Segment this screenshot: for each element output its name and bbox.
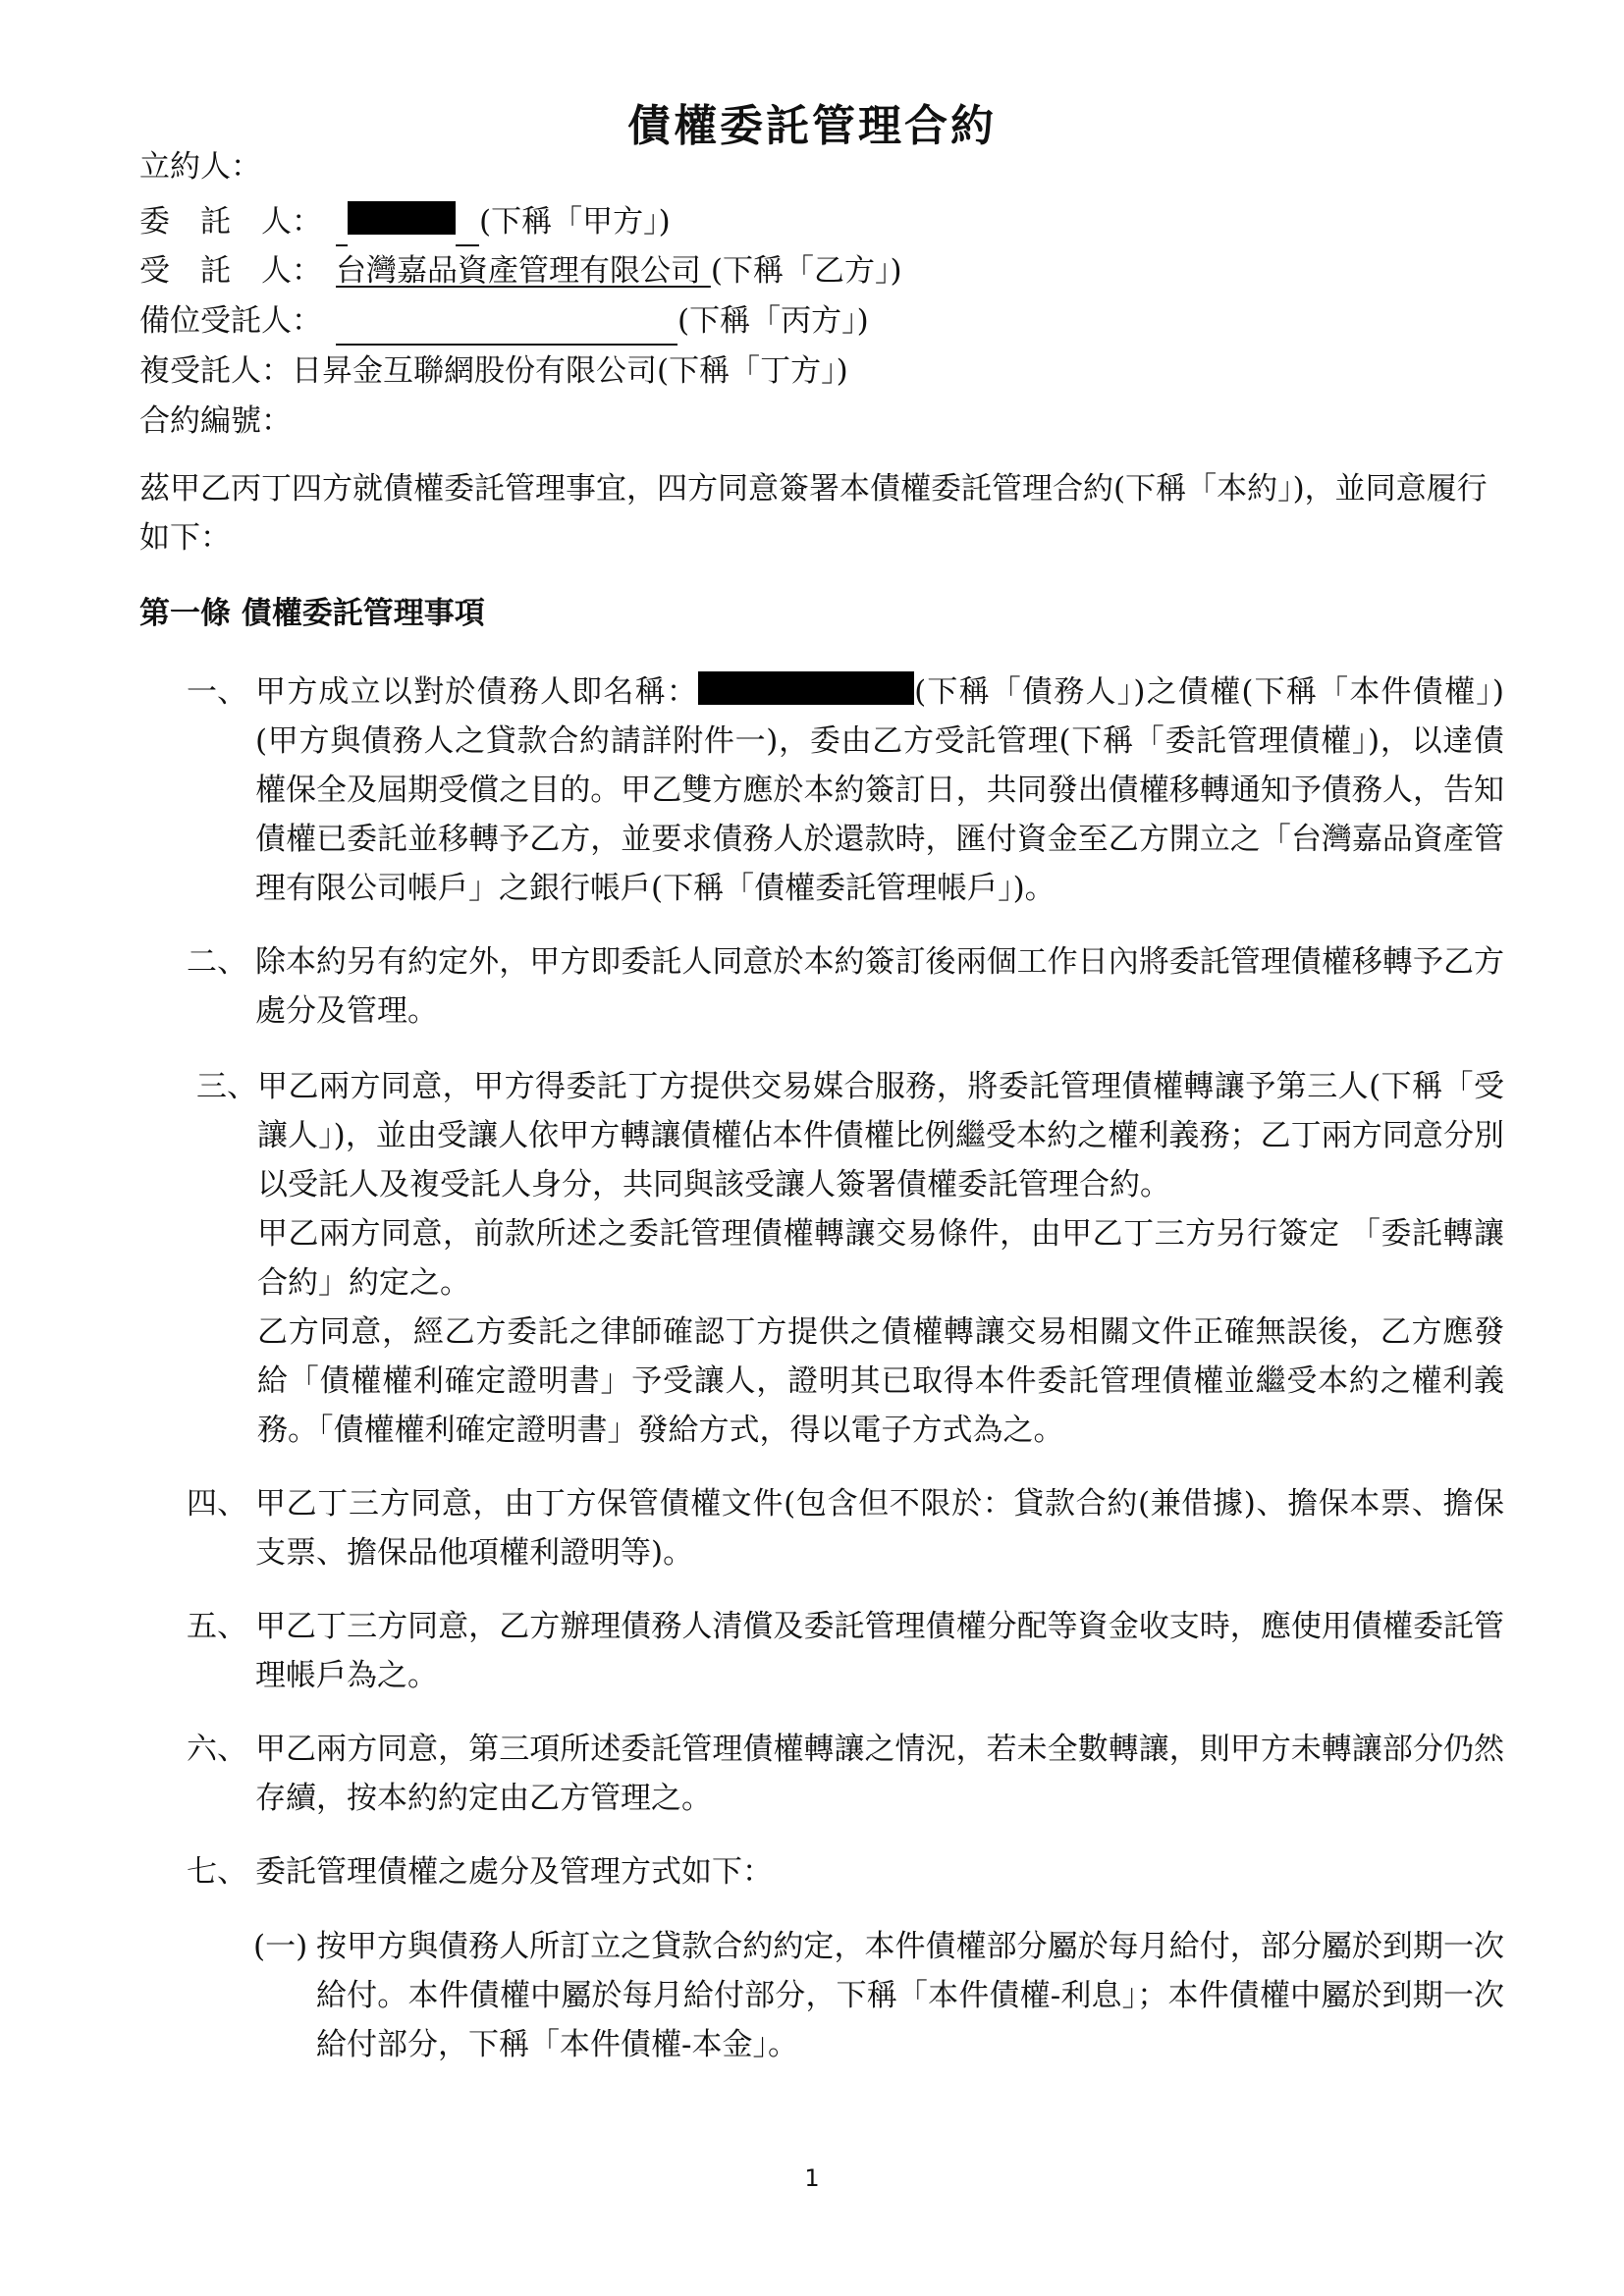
document-title: 債權委託管理合約 — [627, 101, 997, 151]
debtor-name-redaction — [698, 671, 914, 705]
clause-body: 甲乙兩方同意，第三項所述委託管理債權轉讓之情況，若未全數轉讓，則甲方未轉讓部分仍然存續，按本約約定由乙方管理之。 — [255, 1732, 1504, 1816]
sub-clause-number: (一) — [253, 1929, 308, 1964]
entrustor-underline-end — [456, 205, 479, 246]
clause-5 — [187, 1602, 1504, 1700]
entrustor-line — [139, 201, 671, 246]
clause-1 — [187, 667, 1504, 913]
clause-number: 三、 — [196, 1069, 257, 1104]
sub-trustee-label: 複受託人： — [139, 353, 292, 389]
backup-trustee-suffix: (下稱「丙方」) — [677, 303, 869, 339]
sub-clause-body: 按甲方與債務人所訂立之貸款合約約定，本件債權部分屬於每月給付，部分屬於到期一次給付。本件債權中屬於每月給付部分，下稱「本件債權-利息」；本件債權中屬於到期一次給付部分，下稱「本件債權-本金」。 — [316, 1929, 1504, 2062]
clause-2 — [187, 937, 1504, 1036]
clause-number: 七、 — [187, 1854, 247, 1890]
backup-trustee-label: 備位受託人： — [139, 303, 322, 339]
sub-trustee-line — [139, 351, 848, 391]
clause-3-para-3: 乙方同意，經乙方委託之律師確認丁方提供之債權轉讓交易相關文件正確無誤後，乙方應發給「債權權利確定證明書」予受讓人，證明其已取得本件委託管理債權並繼受本約之權利義務。「債權權利確定證明書」發給方式，得以電子方式為之。 — [257, 1314, 1504, 1448]
entrustor-label: 委 託 人： — [139, 204, 322, 240]
contract-number-label: 合約編號： — [139, 403, 292, 439]
entrustor-underline — [336, 205, 348, 246]
clause-body: 甲乙丁三方同意，由丁方保管債權文件(包含但不限於：貸款合約(兼借據)、擔保本票、擔保支票、擔保品他項權利證明等)。 — [255, 1486, 1504, 1571]
intro-paragraph: 茲甲乙丙丁四方就債權委託管理事宜，四方同意簽署本債權委託管理合約(下稱「本約」)，並同意履行如下： — [139, 471, 1488, 556]
clause-4 — [187, 1479, 1504, 1577]
sub-trustee-suffix: (下稱「丁方」) — [657, 353, 848, 389]
clause-3-para-2: 甲乙兩方同意，前款所述之委託管理債權轉讓交易條件，由甲乙丁三方另行簽定 「委託轉讓合約」約定之。 — [257, 1216, 1504, 1301]
clause-number: 六、 — [187, 1732, 247, 1767]
sub-clause-1 — [253, 1922, 1504, 2069]
trustee-label: 受 託 人： — [139, 253, 322, 289]
parties-header: 立約人： — [139, 149, 261, 185]
entrustor-suffix: (下稱「甲方」) — [479, 204, 671, 240]
page-number: 1 — [804, 2164, 820, 2192]
clause-number: 五、 — [187, 1609, 247, 1644]
backup-trustee-blank — [336, 304, 677, 346]
clause-3 — [196, 1062, 1504, 1455]
clause-1-post: (下稱「債務人」)之債權(下稱「本件債權」)(甲方與債務人之貸款合約請詳附件一)，委由乙方受託管理(下稱「委託管理債權」)，以達債權保全及屆期受償之目的。甲乙雙方應於本約簽訂日，共同發出債權移轉通知予債務人，告知債權已委託並移轉予乙方，並要求債務人於還款時，匯付資金至乙方開立之「台灣嘉品資產管理有限公司帳戶」之銀行帳戶(下稱「債權委託管理帳戶」)。 — [255, 674, 1505, 906]
clause-3-para-1: 甲乙兩方同意，甲方得委託丁方提供交易媒合服務，將委託管理債權轉讓予第三人(下稱「受讓人」)，並由受讓人依甲方轉讓債權佔本件債權比例繼受本約之權利義務；乙丁兩方同意分別以受託人及複受託人身分，共同與該受讓人簽署債權委託管理合約。 — [257, 1069, 1504, 1202]
clause-number: 一、 — [187, 674, 247, 710]
sub-trustee-name: 日昇金互聯網股份有限公司 — [292, 353, 657, 389]
clause-3-body — [257, 1062, 1504, 1455]
clause-6 — [187, 1725, 1504, 1823]
clause-number: 二、 — [187, 944, 247, 980]
clause-body: 委託管理債權之處分及管理方式如下： — [255, 1854, 773, 1890]
entrustor-redaction — [348, 201, 456, 235]
clause-body: 除本約另有約定外，甲方即委託人同意於本約簽訂後兩個工作日內將委託管理債權移轉予乙方處分及管理。 — [255, 944, 1504, 1029]
clause-number: 四、 — [187, 1486, 247, 1522]
backup-trustee-line — [139, 301, 869, 346]
article-1-heading: 第一條 債權委託管理事項 — [139, 596, 485, 631]
clause-body — [255, 667, 1504, 913]
clause-body: 甲乙丁三方同意，乙方辦理債務人清償及委託管理債權分配等資金收支時，應使用債權委託管理帳戶為之。 — [255, 1609, 1504, 1693]
trustee-underline-gap — [701, 253, 711, 289]
clause-7 — [187, 1847, 1504, 1896]
trustee-suffix: (下稱「乙方」) — [710, 253, 902, 289]
clause-1-pre: 甲方成立以對於債務人即名稱： — [255, 674, 699, 710]
trustee-name: 台灣嘉品資產管理有限公司 — [336, 253, 701, 289]
trustee-line — [139, 251, 902, 291]
